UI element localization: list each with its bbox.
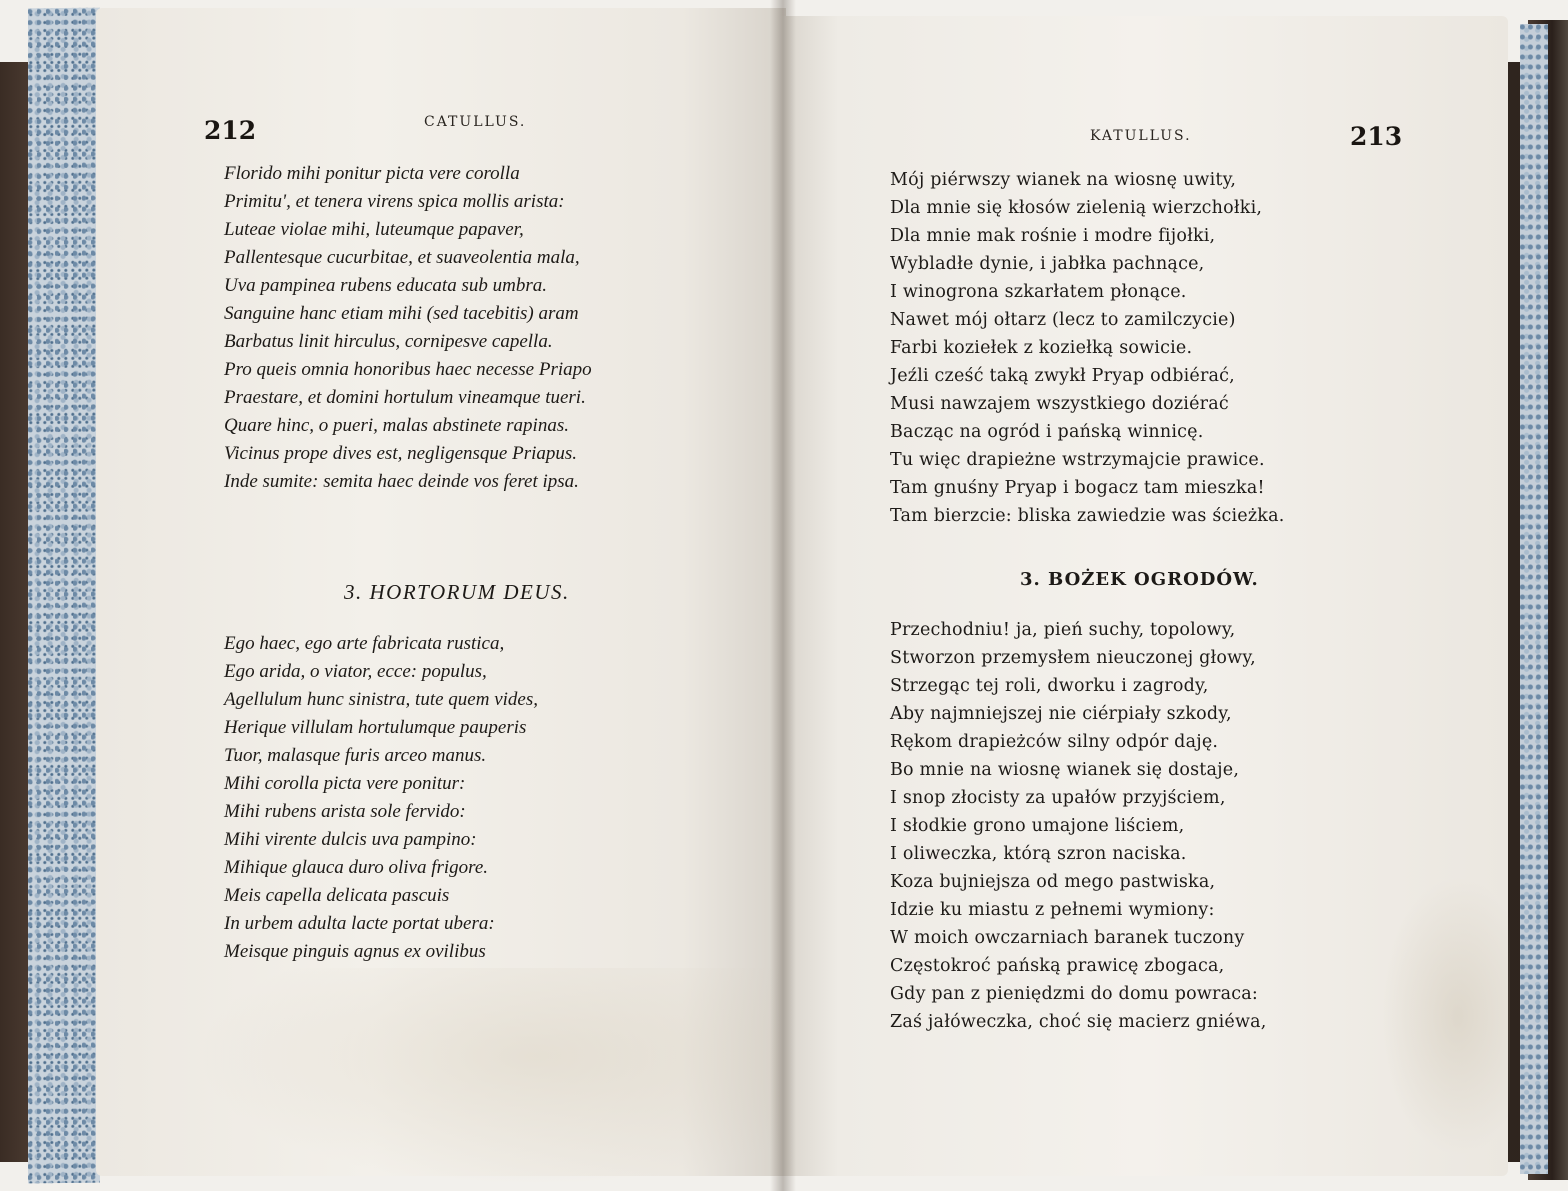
polish-verse-top: [890, 166, 1284, 530]
verse-line: Stworzon przemysłem nieuczonej głowy,: [890, 648, 1256, 668]
verse-line: Wybladłe dynie, i jabłka pachnące,: [890, 254, 1205, 274]
book-gutter: [770, 0, 796, 1191]
verse-line: Meis capella delicata pascuis: [224, 885, 450, 906]
polish-verse-bottom: [890, 616, 1267, 1036]
verse-line: Zaś jałóweczka, choć się macierz gniéwa,: [890, 1012, 1267, 1032]
verse-line: Pallentesque cucurbitae, et suaveolentia mala,: [224, 247, 580, 268]
section-heading-right: 3. BOŻEK OGRODÓW.: [1020, 569, 1259, 590]
latin-verse-bottom: [224, 630, 538, 966]
verse-line: Rękom drapieżców silny odpór daję.: [890, 732, 1219, 752]
verse-line: Musi nawzajem wszystkiego doziérać: [890, 394, 1229, 414]
page-number-left: 212: [204, 116, 257, 145]
page-stain: [1380, 876, 1510, 1156]
verse-line: Barbatus linit hirculus, cornipesve capella.: [224, 331, 553, 352]
verse-line: Agellulum hunc sinistra, tute quem vides,: [224, 689, 538, 710]
page-number-right: 213: [1350, 122, 1403, 151]
verse-line: Gdy pan z pieniędzmi do domu powraca:: [890, 984, 1258, 1004]
verse-line: Luteae violae mihi, luteumque papaver,: [224, 219, 524, 240]
verse-line: Quare hinc, o pueri, malas abstinete rapinas.: [224, 415, 569, 436]
verse-line: I oliweczka, którą szron naciska.: [890, 844, 1187, 864]
verse-line: In urbem adulta lacte portat ubera:: [224, 913, 495, 934]
verse-line: Primitu', et tenera virens spica mollis arista:: [224, 191, 565, 212]
verse-line: Bacząc na ogród i pańską winnicę.: [890, 422, 1204, 442]
verse-line: Dla mnie się kłosów zielenią wierzchołki,: [890, 198, 1263, 218]
verse-line: Tam gnuśny Pryap i bogacz tam mieszka!: [890, 478, 1265, 498]
verse-line: Tam bierzcie: bliska zawiedzie was ścieżka.: [890, 506, 1285, 526]
section-heading-left: 3. HORTORUM DEUS.: [344, 580, 570, 604]
right-page: [780, 16, 1508, 1176]
verse-line: Inde sumite: semita haec deinde vos feret ipsa.: [224, 471, 579, 492]
verse-line: W moich owczarniach baranek tuczony: [890, 928, 1245, 948]
verse-line: Ego haec, ego arte fabricata rustica,: [224, 633, 505, 654]
verse-line: Bo mnie na wiosnę wianek się dostaje,: [890, 760, 1240, 780]
verse-line: Florido mihi ponitur picta vere corolla: [224, 163, 520, 184]
verse-line: Ego arida, o viator, ecce: populus,: [224, 661, 487, 682]
verse-line: Dla mnie mak rośnie i modre fijołki,: [890, 226, 1216, 246]
verse-line: Farbi koziełek z koziełką sowicie.: [890, 338, 1193, 358]
marbled-page-edge-left: [28, 8, 100, 1184]
verse-line: Uva pampinea rubens educata sub umbra.: [224, 275, 547, 296]
verse-line: Aby najmniejszej nie ciérpiały szkody,: [890, 704, 1232, 724]
marbled-page-edge-right: [1520, 24, 1548, 1174]
verse-line: Częstokroć pańską prawicę zbogaca,: [890, 956, 1225, 976]
verse-line: Vicinus prope dives est, negligensque Priapus.: [224, 443, 578, 464]
running-head-right: KATULLUS.: [1090, 128, 1192, 144]
verse-line: Herique villulam hortulumque pauperis: [224, 717, 527, 738]
verse-line: Przechodniu! ja, pień suchy, topolowy,: [890, 620, 1236, 640]
verse-line: Meisque pinguis agnus ex ovilibus: [224, 941, 486, 962]
verse-line: I słodkie grono umajone liściem,: [890, 816, 1185, 836]
latin-verse-top: [224, 160, 592, 496]
verse-line: Sanguine hanc etiam mihi (sed tacebitis) aram: [224, 303, 579, 324]
verse-line: Praestare, et domini hortulum vineamque tueri.: [224, 387, 586, 408]
verse-line: Mihi rubens arista sole fervido:: [224, 801, 466, 822]
verse-line: Pro queis omnia honoribus haec necesse Priapo: [224, 359, 592, 380]
running-head-left: CATULLUS.: [424, 114, 527, 130]
verse-line: Mihique glauca duro oliva frigore.: [224, 857, 489, 878]
verse-line: Idzie ku miastu z pełnemi wymiony:: [890, 900, 1215, 920]
verse-line: Mihi corolla picta vere ponitur:: [224, 773, 466, 794]
verse-line: Mihi virente dulcis uva pampino:: [224, 829, 477, 850]
verse-line: I snop złocisty za upałów przyjściem,: [890, 788, 1226, 808]
verse-line: Tuor, malasque furis arceo manus.: [224, 745, 487, 766]
verse-line: Mój piérwszy wianek na wiosnę uwity,: [890, 170, 1237, 190]
verse-line: Strzegąc tej roli, dworku i zagrody,: [890, 676, 1209, 696]
verse-line: Koza bujniejsza od mego pastwiska,: [890, 872, 1216, 892]
verse-line: Jeźli cześć taką zwykł Pryap odbiérać,: [890, 366, 1235, 386]
left-page: [96, 8, 786, 1176]
verse-line: I winogrona szkarłatem płonące.: [890, 282, 1187, 302]
verse-line: Nawet mój ołtarz (lecz to zamilczycie): [890, 310, 1236, 330]
verse-line: Tu więc drapieżne wstrzymajcie prawice.: [890, 450, 1265, 470]
